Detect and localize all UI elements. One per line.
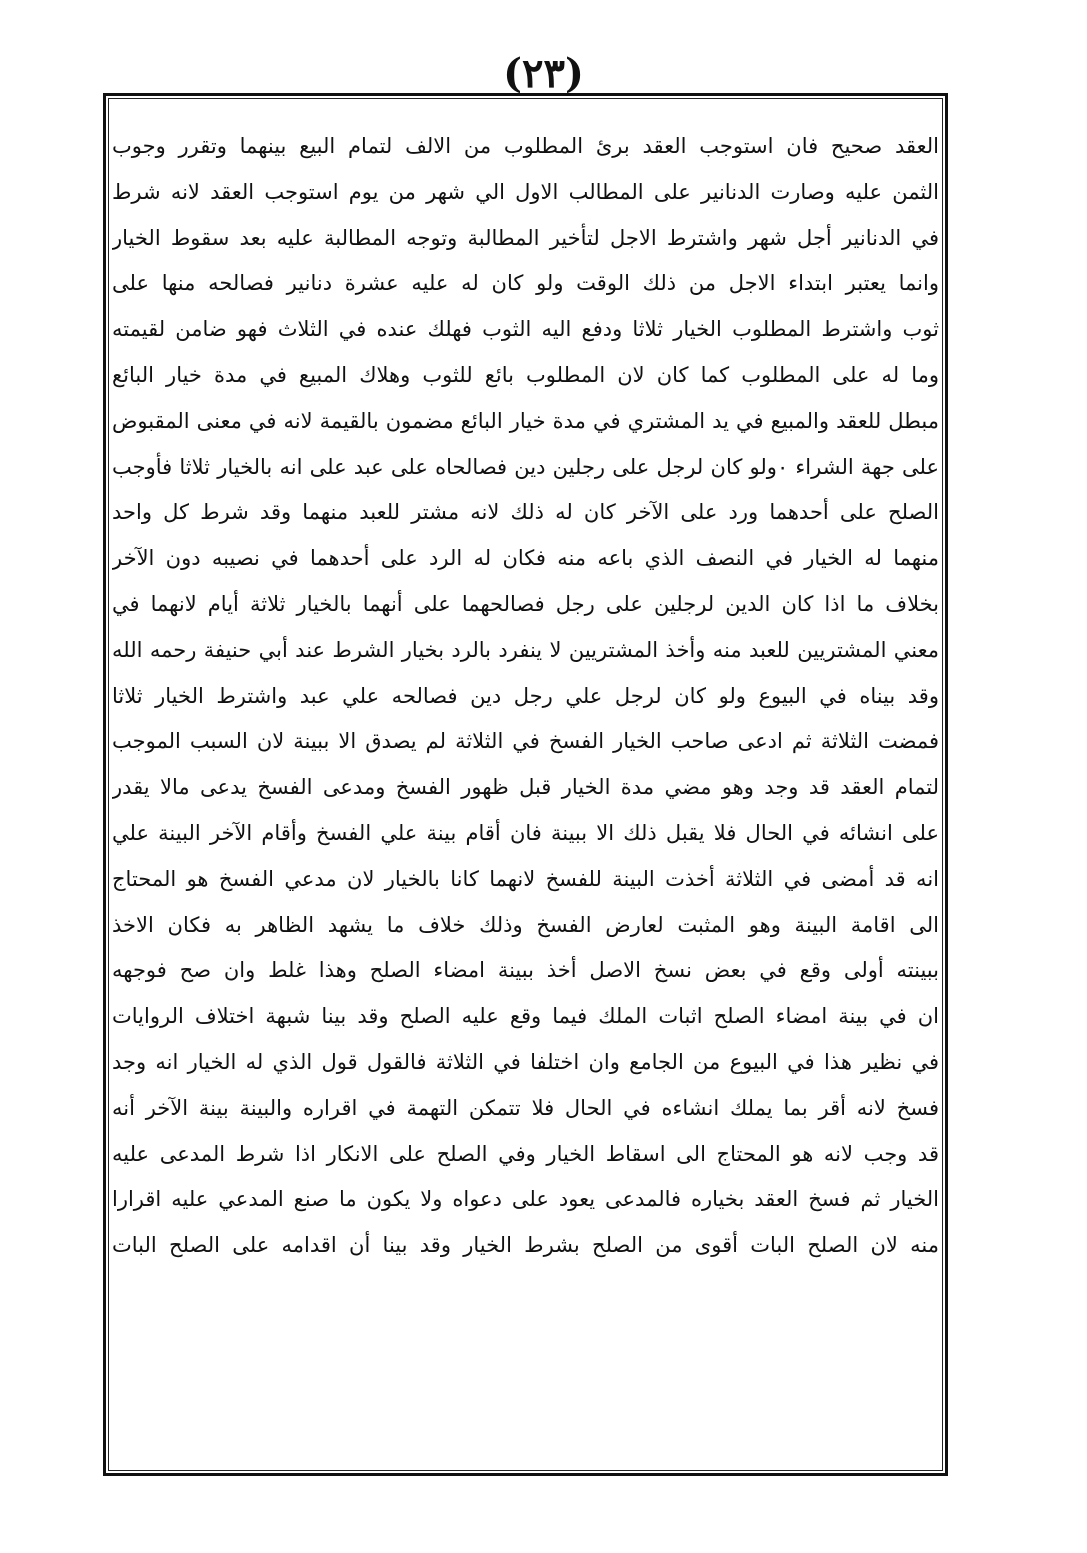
text-line: معني المشتريين للعبد منه وأخذ المشتريين لا ينفرد بالرد بخيار الشرط عند أبي حنيفة رحمه الله [112,637,939,662]
text-block [112,124,939,1269]
text-line: انه قد أمضى في الثلاثة أخذت البينة للفسخ لانهما كانا بالخيار لان مدعي الفسخ هو المحتاج [112,866,939,891]
text-line: منه لان الصلح البات أقوى من الصلح بشرط الخيار وقد بينا أن اقدامه على الصلح البات [112,1233,939,1258]
text-line: وما له على المطلوب كما كان لان المطلوب بائع للثوب وهلاك المبيع في مدة خيار البائع [112,362,939,387]
text-line: بخلاف ما اذا كان الدين لرجلين على رجل فصالحهما على أنهما بالخيار ثلاثة أيام لانهما في [112,591,939,616]
text-line: الصلح على أحدهما ورد على الآخر كان له ذلك لانه مشتر للعبد منهما وقد شرط كل واحد [112,500,939,525]
text-line: الى اقامة البينة وهو المثبت لعارض الفسخ وذلك خلاف ما يشهد الظاهر به فكان الاخذ [112,912,939,937]
text-line: في الدنانير أجل شهر واشترط الاجل لتأخير المطالبة وتوجه المطالبة عليه بعد سقوط الخيار [112,225,939,250]
text-line: فسخ لانه أقر بما يملك انشاءه في الحال فلا تتمكن التهمة في اقراره والبينة بينة الآخر أنه [112,1095,939,1120]
page-number: (٢٣) [503,50,584,97]
text-line: على انشائه في الحال فلا يقبل ذلك الا ببينة فان أقام بينة علي الفسخ وأقام الآخر البينة علي [112,820,939,845]
text-line: وانما يعتبر ابتداء الاجل من ذلك الوقت ولو كان له عليه عشرة دنانير فصالحه منها على [112,271,939,296]
text-line: مبطل للعقد والمبيع في يد المشتري في مدة خيار البائع مضمون بالقيمة لانه في معنى المقبوض [112,408,939,433]
text-line: ببينته أولى وقع في بعض نسخ الاصل أخذ ببينة امضاء الصلح وهذا غلط وان صح فوجهه [112,958,939,983]
text-line: في نظير هذا في البيوع من الجامع وان اختلفا في الثلاثة فالقول قول الذي له الخيار انه وجد [112,1049,939,1074]
text-line: قد وجب لانه هو المحتاج الى اسقاط الخيار وفي الصلح على الانكار اذا شرط المدعى عليه [112,1141,939,1166]
text-line: على جهة الشراء ٠ولو كان لرجل على رجلين دين فصالحاه على عبد على انه بالخيار ثلاثا فأوجب [112,454,939,479]
text-line: الثمن عليه وصارت الدنانير على المطالب الاول الي شهر من يوم استوجب العقد لانه شرط [112,179,939,204]
text-line: لتمام العقد قد وجد وهو مضي مدة الخيار قبل ظهور الفسخ ومدعى الفسخ يدعى مالا يقدر [112,775,939,800]
text-line: وقد بيناه في البيوع ولو كان لرجل علي رجل دين فصالحه علي عبد واشترط الخيار ثلاثا [112,683,939,708]
text-line: منهما له الخيار في النصف الذي باعه منه فكان له الرد على أحدهما في نصيبه دون الآخر [112,546,939,571]
text-line: الخيار ثم فسخ العقد بخياره فالمدعى يعود على دعواه ولا يكون ما صنع المدعي عليه اقرارا [112,1187,939,1212]
text-line: فمضت الثلاثة ثم ادعى صاحب الخيار الفسخ في الثلاثة لم يصدق الا ببينة لان السبب الموجب [112,729,939,754]
text-line: ان في بينة امضاء الصلح اثبات الملك فيما وقع عليه الصلح وقد بينا شبهة اختلاف الروايات [112,1004,939,1029]
text-line: العقد صحيح فان استوجب العقد برئ المطلوب من الالف لتمام البيع بينهما وتقرر وجوب [112,134,939,158]
text-line: ثوب واشترط المطلوب الخيار ثلاثا ودفع اليه الثوب فهلك عنده في الثلاث فهو ضامن لقيمته [112,317,939,342]
